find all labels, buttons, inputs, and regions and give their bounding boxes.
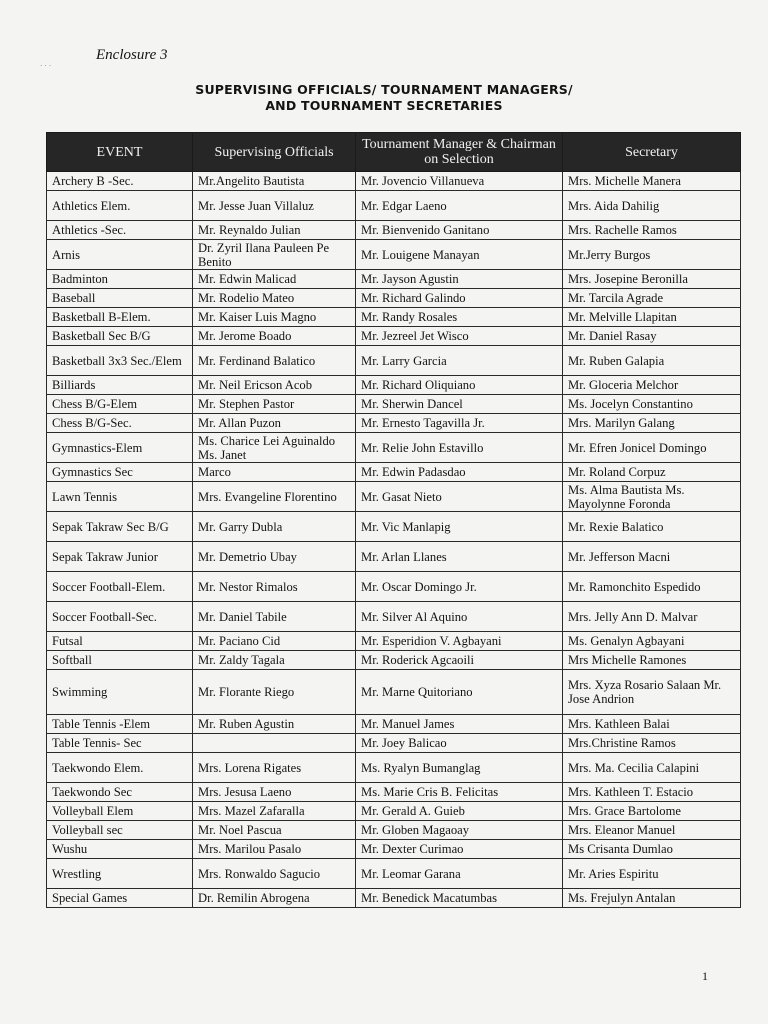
cell-tournament-manager: Mr. Edwin Padasdao [356,463,563,482]
cell-secretary: Mrs. Kathleen T. Estacio [563,783,741,802]
scan-specks-decoration: · · · [40,62,52,70]
table-row [47,632,741,651]
cell-secretary: Mrs. Michelle Manera [563,172,741,191]
cell-supervising-official [193,734,356,753]
cell-event: Table Tennis- Sec [47,734,193,753]
cell-event: Chess B/G-Sec. [47,414,193,433]
cell-secretary: Mr. Jefferson Macni [563,542,741,572]
table-row [47,433,741,463]
table-row [47,753,741,783]
cell-secretary: Mr. Tarcila Agrade [563,289,741,308]
table-row [47,414,741,433]
cell-event: Special Games [47,889,193,908]
cell-supervising-official: Mr. Demetrio Ubay [193,542,356,572]
cell-event: Basketball B-Elem. [47,308,193,327]
cell-supervising-official: Mr. Rodelio Mateo [193,289,356,308]
cell-event: Swimming [47,670,193,715]
table-row [47,270,741,289]
cell-supervising-official: Mr. Zaldy Tagala [193,651,356,670]
cell-tournament-manager: Ms. Marie Cris B. Felicitas [356,783,563,802]
table-row [47,308,741,327]
cell-tournament-manager: Mr. Jezreel Jet Wisco [356,327,563,346]
cell-tournament-manager: Mr. Richard Oliquiano [356,376,563,395]
cell-supervising-official: Mr. Ruben Agustin [193,715,356,734]
table-row [47,221,741,240]
cell-tournament-manager: Mr. Relie John Estavillo [356,433,563,463]
cell-secretary: Mrs Michelle Ramones [563,651,741,670]
cell-secretary: Ms. Frejulyn Antalan [563,889,741,908]
cell-event: Athletics Elem. [47,191,193,221]
cell-event: Archery B -Sec. [47,172,193,191]
cell-supervising-official: Mr. Daniel Tabile [193,602,356,632]
cell-tournament-manager: Ms. Ryalyn Bumanglag [356,753,563,783]
table-row [47,821,741,840]
cell-event: Chess B/G-Elem [47,395,193,414]
cell-supervising-official: Mrs. Marilou Pasalo [193,840,356,859]
cell-tournament-manager: Mr. Richard Galindo [356,289,563,308]
cell-tournament-manager: Mr. Randy Rosales [356,308,563,327]
header-supervising-officials: Supervising Officials [193,133,356,172]
cell-supervising-official: Mr. Jesse Juan Villaluz [193,191,356,221]
cell-supervising-official: Mrs. Evangeline Florentino [193,482,356,512]
cell-secretary: Mrs. Xyza Rosario Salaan Mr. Jose Andrion [563,670,741,715]
cell-tournament-manager: Mr. Esperidion V. Agbayani [356,632,563,651]
table-row [47,542,741,572]
cell-supervising-official: Marco [193,463,356,482]
table-row [47,191,741,221]
cell-supervising-official: Mr. Edwin Malicad [193,270,356,289]
cell-event: Basketball 3x3 Sec./Elem [47,346,193,376]
cell-secretary: Mrs. Kathleen Balai [563,715,741,734]
table-row [47,463,741,482]
cell-event: Gymnastics-Elem [47,433,193,463]
cell-supervising-official: Mrs. Lorena Rigates [193,753,356,783]
cell-event: Sepak Takraw Sec B/G [47,512,193,542]
cell-supervising-official: Mr. Allan Puzon [193,414,356,433]
cell-secretary: Mr. Roland Corpuz [563,463,741,482]
cell-tournament-manager: Mr. Manuel James [356,715,563,734]
cell-tournament-manager: Mr. Silver Al Aquino [356,602,563,632]
cell-secretary: Mrs. Aida Dahilig [563,191,741,221]
cell-tournament-manager: Mr. Jayson Agustin [356,270,563,289]
cell-tournament-manager: Mr. Dexter Curimao [356,840,563,859]
cell-event: Athletics -Sec. [47,221,193,240]
cell-event: Arnis [47,240,193,270]
cell-secretary: Mrs. Rachelle Ramos [563,221,741,240]
table-row [47,715,741,734]
table-row [47,327,741,346]
table-row [47,783,741,802]
cell-secretary: Mrs. Josepine Beronilla [563,270,741,289]
cell-secretary: Mr. Ramonchito Espedido [563,572,741,602]
cell-event: Soccer Football-Elem. [47,572,193,602]
header-tournament-manager: Tournament Manager & Chairman on Selection [356,133,563,172]
table-row [47,670,741,715]
cell-tournament-manager: Mr. Gerald A. Guieb [356,802,563,821]
cell-tournament-manager: Mr. Gasat Nieto [356,482,563,512]
table-row [47,172,741,191]
cell-tournament-manager: Mr. Jovencio Villanueva [356,172,563,191]
page-number: 1 [702,969,708,983]
header-event: EVENT [47,133,193,172]
cell-supervising-official: Mr. Reynaldo Julian [193,221,356,240]
cell-supervising-official: Mr. Ferdinand Balatico [193,346,356,376]
cell-tournament-manager: Mr. Sherwin Dancel [356,395,563,414]
cell-tournament-manager: Mr. Leomar Garana [356,859,563,889]
cell-secretary: Mrs. Eleanor Manuel [563,821,741,840]
cell-secretary: Mrs.Christine Ramos [563,734,741,753]
cell-tournament-manager: Mr. Louigene Manayan [356,240,563,270]
cell-supervising-official: Ms. Charice Lei Aguinaldo Ms. Janet [193,433,356,463]
cell-event: Wrestling [47,859,193,889]
cell-event: Table Tennis -Elem [47,715,193,734]
cell-event: Softball [47,651,193,670]
cell-event: Taekwondo Elem. [47,753,193,783]
table-row [47,889,741,908]
cell-secretary: Mr. Melville Llapitan [563,308,741,327]
cell-event: Soccer Football-Sec. [47,602,193,632]
table-row [47,734,741,753]
cell-supervising-official: Dr. Remilin Abrogena [193,889,356,908]
cell-event: Taekwondo Sec [47,783,193,802]
table-header [47,133,741,172]
document-title [0,82,768,114]
cell-tournament-manager: Mr. Vic Manlapig [356,512,563,542]
cell-tournament-manager: Mr. Edgar Laeno [356,191,563,221]
cell-tournament-manager: Mr. Bienvenido Ganitano [356,221,563,240]
cell-event: Basketball Sec B/G [47,327,193,346]
cell-tournament-manager: Mr. Arlan Llanes [356,542,563,572]
cell-supervising-official: Mr. Jerome Boado [193,327,356,346]
table-row [47,376,741,395]
cell-tournament-manager: Mr. Oscar Domingo Jr. [356,572,563,602]
cell-secretary: Ms Crisanta Dumlao [563,840,741,859]
cell-secretary: Ms. Jocelyn Constantino [563,395,741,414]
cell-tournament-manager: Mr. Benedick Macatumbas [356,889,563,908]
table-row [47,346,741,376]
cell-supervising-official: Mr. Garry Dubla [193,512,356,542]
cell-secretary: Ms. Alma Bautista Ms. Mayolynne Foronda [563,482,741,512]
cell-supervising-official: Mr. Nestor Rimalos [193,572,356,602]
cell-event: Wushu [47,840,193,859]
table-row [47,482,741,512]
cell-event: Lawn Tennis [47,482,193,512]
cell-tournament-manager: Mr. Joey Balicao [356,734,563,753]
cell-supervising-official: Mr. Paciano Cid [193,632,356,651]
cell-supervising-official: Mr. Noel Pascua [193,821,356,840]
cell-event: Volleyball Elem [47,802,193,821]
table-row [47,240,741,270]
cell-tournament-manager: Mr. Roderick Agcaoili [356,651,563,670]
cell-supervising-official: Mr. Kaiser Luis Magno [193,308,356,327]
table-row [47,802,741,821]
cell-tournament-manager: Mr. Larry Garcia [356,346,563,376]
cell-secretary: Mr.Jerry Burgos [563,240,741,270]
cell-event: Sepak Takraw Junior [47,542,193,572]
cell-secretary: Mrs. Grace Bartolome [563,802,741,821]
table-row [47,859,741,889]
title-line-1: SUPERVISING OFFICIALS/ TOURNAMENT MANAGERS/ [195,82,573,97]
cell-supervising-official: Mr.Angelito Bautista [193,172,356,191]
table-row [47,602,741,632]
table-row [47,840,741,859]
cell-event: Baseball [47,289,193,308]
title-line-2: AND TOURNAMENT SECRETARIES [265,98,503,113]
cell-supervising-official: Mr. Stephen Pastor [193,395,356,414]
cell-event: Badminton [47,270,193,289]
cell-supervising-official: Mr. Neil Ericson Acob [193,376,356,395]
cell-secretary: Mr. Daniel Rasay [563,327,741,346]
cell-secretary: Mr. Rexie Balatico [563,512,741,542]
cell-secretary: Mr. Ruben Galapia [563,346,741,376]
enclosure-label: Enclosure 3 [96,47,168,63]
table-body [47,172,741,908]
cell-tournament-manager: Mr. Globen Magaoay [356,821,563,840]
cell-event: Futsal [47,632,193,651]
cell-secretary: Mr. Gloceria Melchor [563,376,741,395]
table-row [47,572,741,602]
table-row [47,395,741,414]
cell-event: Gymnastics Sec [47,463,193,482]
cell-event: Volleyball sec [47,821,193,840]
cell-secretary: Mr. Aries Espiritu [563,859,741,889]
cell-secretary: Ms. Genalyn Agbayani [563,632,741,651]
cell-supervising-official: Mr. Florante Riego [193,670,356,715]
header-secretary: Secretary [563,133,741,172]
cell-tournament-manager: Mr. Marne Quitoriano [356,670,563,715]
table-row [47,512,741,542]
cell-supervising-official: Mrs. Mazel Zafaralla [193,802,356,821]
cell-secretary: Mrs. Jelly Ann D. Malvar [563,602,741,632]
table-row [47,289,741,308]
cell-supervising-official: Mrs. Jesusa Laeno [193,783,356,802]
table-row [47,651,741,670]
cell-tournament-manager: Mr. Ernesto Tagavilla Jr. [356,414,563,433]
cell-secretary: Mrs. Marilyn Galang [563,414,741,433]
officials-table [46,132,741,908]
cell-secretary: Mrs. Ma. Cecilia Calapini [563,753,741,783]
cell-supervising-official: Dr. Zyril Ilana Pauleen Pe Benito [193,240,356,270]
cell-secretary: Mr. Efren Jonicel Domingo [563,433,741,463]
cell-event: Billiards [47,376,193,395]
cell-supervising-official: Mrs. Ronwaldo Sagucio [193,859,356,889]
